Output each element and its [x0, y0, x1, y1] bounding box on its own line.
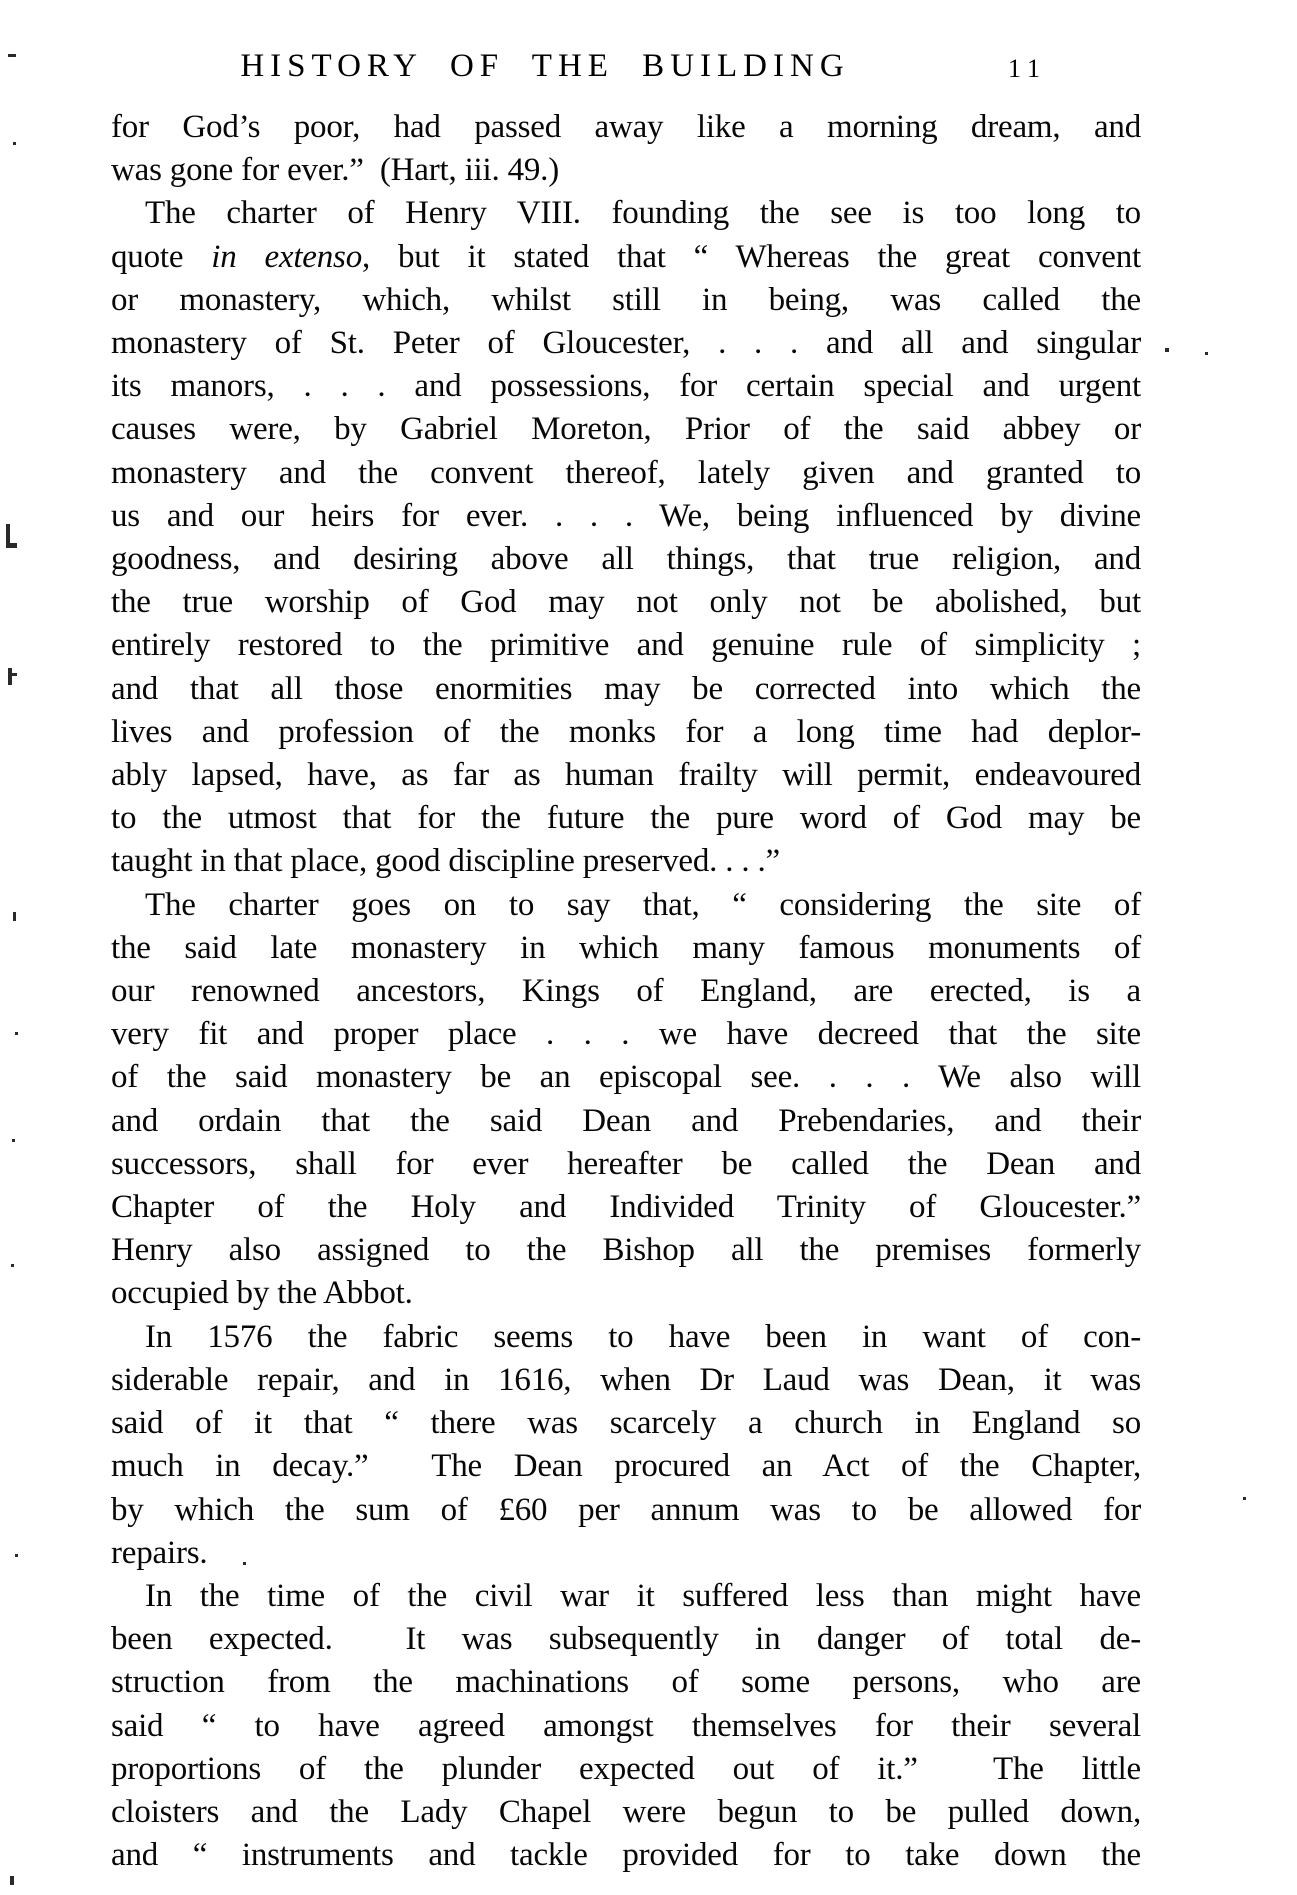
- text-line: quote in extenso, but it stated that “ Whereas the great convent: [111, 238, 1142, 275]
- text-line: was gone for ever.” (Hart, iii. 49.): [111, 152, 560, 189]
- text-line: to the utmost that for the future the pure word of God may be: [111, 800, 1141, 837]
- text-line: said “ to have agreed amongst themselves for their several: [111, 1707, 1141, 1744]
- paragraph: [111, 1316, 1141, 1575]
- text-line: monastery and the convent thereof, lately given and granted to: [111, 454, 1141, 491]
- text-line: causes were, by Gabriel Moreton, Prior of the said abbey or: [111, 411, 1141, 448]
- paragraph: [111, 192, 1141, 883]
- text-line: siderable repair, and in 1616, when Dr Laud was Dean, it was: [111, 1361, 1141, 1398]
- text-line: lives and profession of the monks for a long time had deplor-: [111, 713, 1141, 750]
- ink-speck: [10, 1876, 14, 1885]
- text-line: goodness, and desiring above all things, that true religion, and: [111, 541, 1141, 578]
- text-line: or monastery, which, whilst still in being, was called the: [111, 281, 1141, 318]
- ink-speck: [15, 1032, 18, 1035]
- page-title: HISTORY OF THE BUILDING: [240, 48, 850, 84]
- text-line: us and our heirs for ever. . . . We, being influenced by divine: [111, 497, 1141, 534]
- text-line: taught in that place, good discipline preserved. . . .”: [111, 843, 780, 880]
- text-line: proportions of the plunder expected out of it.” The little: [111, 1750, 1141, 1787]
- text-line: the true worship of God may not only not be abolished, but: [111, 584, 1141, 621]
- text-line: occupied by the Abbot.: [111, 1275, 413, 1312]
- text-line: our renowned ancestors, Kings of England, are erected, is a: [111, 973, 1141, 1010]
- text-line: The charter of Henry VIII. founding the see is too long to: [145, 195, 1141, 232]
- ink-speck: [8, 54, 16, 57]
- ink-speck: [1165, 348, 1169, 352]
- text-line: successors, shall for ever hereafter be called the Dean and: [111, 1145, 1141, 1182]
- text-line: repairs.: [111, 1534, 208, 1571]
- text-line: Henry also assigned to the Bishop all the premises formerly: [111, 1232, 1141, 1269]
- text-line: struction from the machinations of some persons, who are: [111, 1664, 1141, 1701]
- text-line: In the time of the civil war it suffered less than might have: [145, 1577, 1141, 1614]
- text-line: for God’s poor, had passed away like a morning dream, and: [111, 109, 1141, 145]
- text-line: ably lapsed, have, as far as human frailty will permit, endeavoured: [111, 757, 1141, 794]
- text-line: by which the sum of £60 per annum was to be allowed for: [111, 1491, 1141, 1528]
- text-line: and that all those enormities may be corrected into which the: [111, 670, 1141, 707]
- ink-speck: [13, 142, 16, 145]
- text-line: said of it that “ there was scarcely a church in England so: [111, 1405, 1141, 1442]
- paragraph: [111, 884, 1141, 1316]
- ink-speck: [6, 543, 17, 548]
- paragraph: [111, 1575, 1141, 1877]
- text-line: Chapter of the Holy and Individed Trinity of Gloucester.”: [111, 1189, 1141, 1226]
- ink-speck: [8, 673, 17, 676]
- text-line: In 1576 the fabric seems to have been in want of con-: [145, 1318, 1141, 1355]
- text-line: monastery of St. Peter of Gloucester, . . . and all and singular: [111, 325, 1141, 362]
- ink-speck: [12, 1139, 15, 1142]
- ink-speck: [1205, 352, 1208, 355]
- text-line: very fit and proper place . . . we have decreed that the site: [111, 1016, 1141, 1053]
- running-header: [0, 48, 1297, 92]
- text-line: its manors, . . . and possessions, for certain special and urgent: [111, 368, 1141, 405]
- ink-speck: [11, 1264, 14, 1267]
- paragraph: [111, 106, 1141, 192]
- text-line: and “ instruments and tackle provided for to take down the: [111, 1837, 1141, 1874]
- page-number: 11: [1008, 54, 1048, 83]
- ink-speck: [8, 668, 12, 685]
- text-block: [111, 106, 1141, 1877]
- text-line: of the said monastery be an episcopal see. . . . We also will: [111, 1059, 1141, 1096]
- text-line: the said late monastery in which many famous monuments of: [111, 929, 1141, 966]
- ink-speck: [13, 912, 16, 921]
- ink-speck: [1243, 1497, 1246, 1500]
- ink-speck: [15, 1554, 18, 1557]
- text-line: been expected. It was subsequently in danger of total de-: [111, 1621, 1141, 1658]
- text-line: entirely restored to the primitive and genuine rule of simplicity ;: [111, 627, 1141, 664]
- text-line: and ordain that the said Dean and Prebendaries, and their: [111, 1102, 1141, 1139]
- text-line: much in decay.” The Dean procured an Act of the Chapter,: [111, 1448, 1141, 1485]
- text-line: The charter goes on to say that, “ considering the site of: [145, 886, 1141, 923]
- text-line: cloisters and the Lady Chapel were begun to be pulled down,: [111, 1793, 1141, 1830]
- ink-speck: [243, 1562, 246, 1565]
